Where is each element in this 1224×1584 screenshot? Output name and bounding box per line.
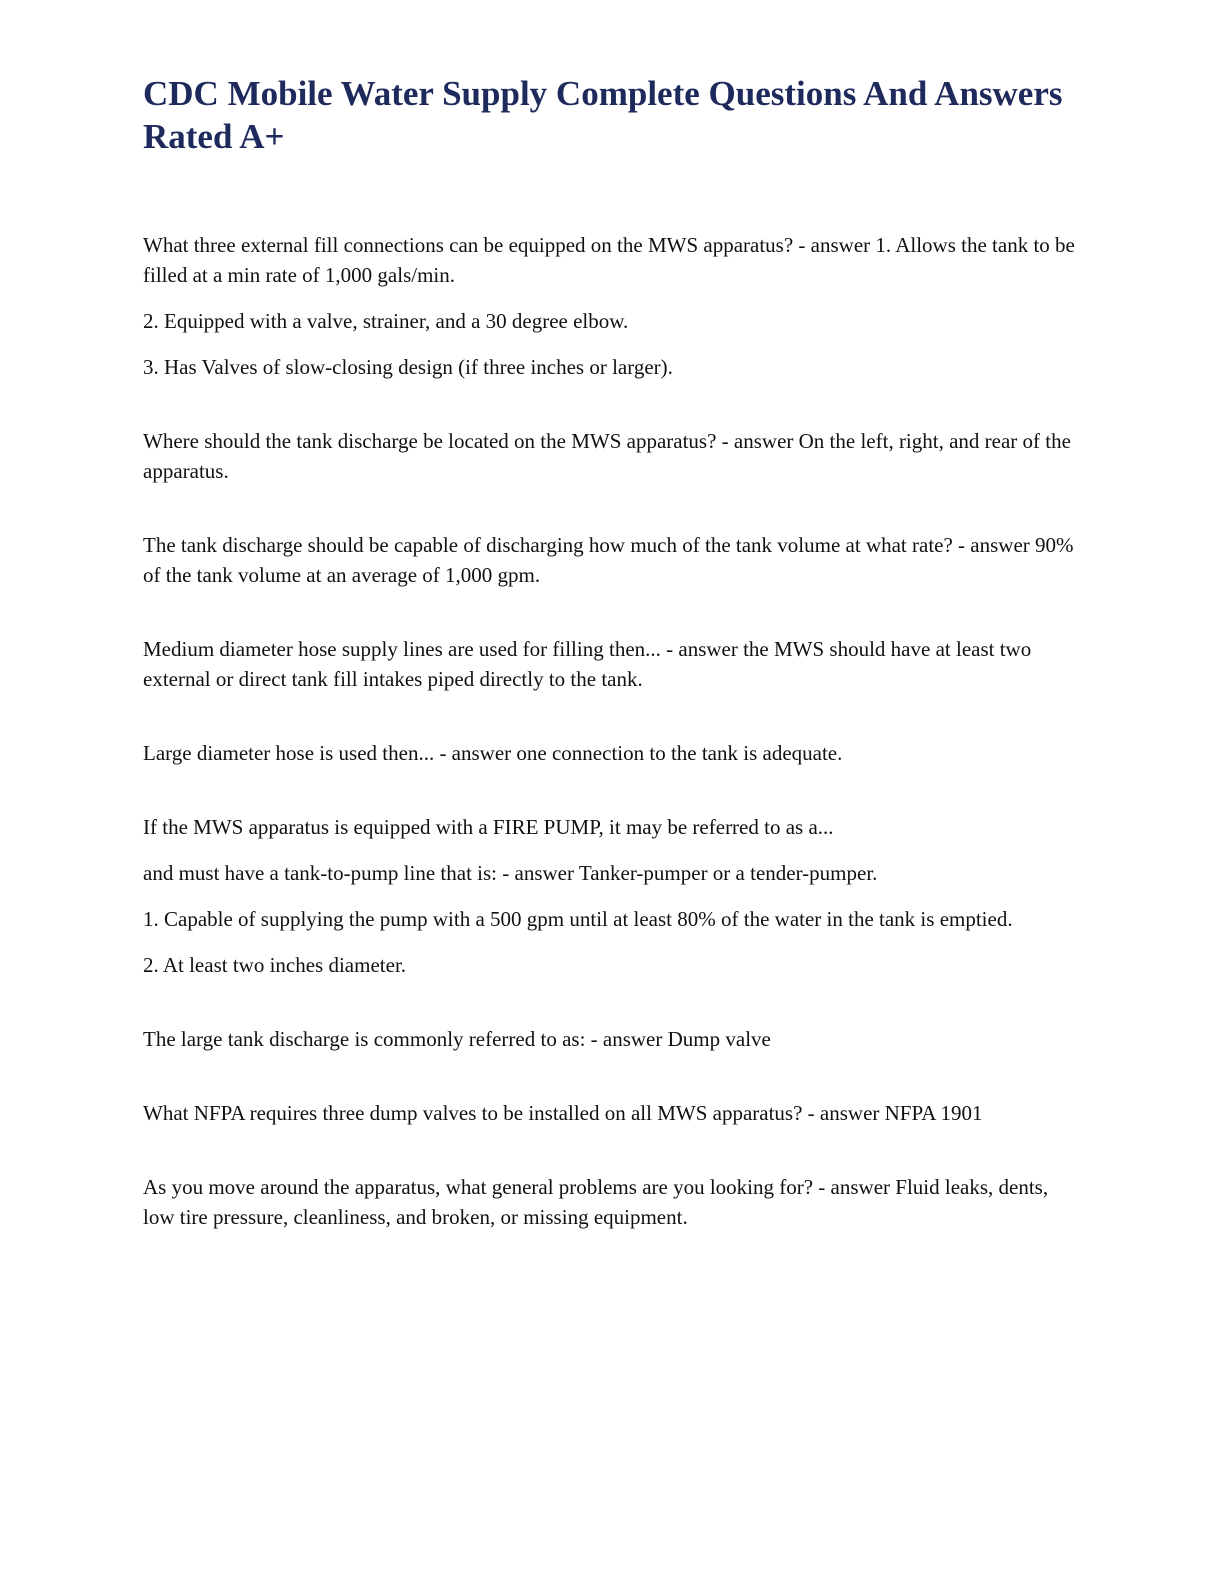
qa-item: [143, 1024, 1083, 1054]
qa-paragraph: 1. Capable of supplying the pump with a 500 gpm until at least 80% of the water in the tank is emptied.: [143, 907, 1013, 931]
document-title: CDC Mobile Water Supply Complete Questions And Answers Rated A+: [143, 74, 1063, 156]
qa-paragraph: 2. At least two inches diameter.: [143, 953, 407, 977]
qa-paragraph: Medium diameter hose supply lines are used for filling then... - answer the MWS should have at least two external or direct tank fill intakes piped directly to the tank.: [143, 637, 1032, 691]
document-page: [143, 72, 1083, 1248]
qa-item: [143, 426, 1083, 486]
qa-item: [143, 738, 1083, 768]
qa-item: [143, 530, 1083, 590]
qa-item: [143, 1098, 1083, 1128]
qa-paragraph: As you move around the apparatus, what general problems are you looking for? - answer Fluid leaks, dents, low tire pressure, cleanliness, and broken, or missing equipment.: [143, 1175, 1049, 1229]
qa-item: [143, 230, 1083, 382]
qa-paragraph: The large tank discharge is commonly referred to as: - answer Dump valve: [143, 1027, 771, 1051]
qa-item: [143, 812, 1083, 980]
qa-paragraph: The tank discharge should be capable of discharging how much of the tank volume at what rate? - answer 90% of the tank volume at an average of 1,000 gpm.: [143, 533, 1074, 587]
qa-paragraph: Large diameter hose is used then... - answer one connection to the tank is adequate.: [143, 741, 843, 765]
qa-paragraph: 2. Equipped with a valve, strainer, and a 30 degree elbow.: [143, 309, 629, 333]
qa-paragraph: Where should the tank discharge be located on the MWS apparatus? - answer On the left, right, and rear of the apparatus.: [143, 429, 1071, 483]
qa-paragraph: 3. Has Valves of slow-closing design (if three inches or larger).: [143, 355, 673, 379]
qa-list: [143, 230, 1083, 1232]
qa-item: [143, 634, 1083, 694]
qa-paragraph: and must have a tank-to-pump line that is: - answer Tanker-pumper or a tender-pumper.: [143, 861, 878, 885]
qa-item: [143, 1172, 1083, 1232]
qa-paragraph: If the MWS apparatus is equipped with a FIRE PUMP, it may be referred to as a...: [143, 815, 834, 839]
qa-paragraph: What NFPA requires three dump valves to be installed on all MWS apparatus? - answer NFPA 1901: [143, 1101, 983, 1125]
qa-paragraph: What three external fill connections can be equipped on the MWS apparatus? - answer 1. Allows the tank to be filled at a min rate of 1,000 gals/min.: [143, 233, 1075, 287]
